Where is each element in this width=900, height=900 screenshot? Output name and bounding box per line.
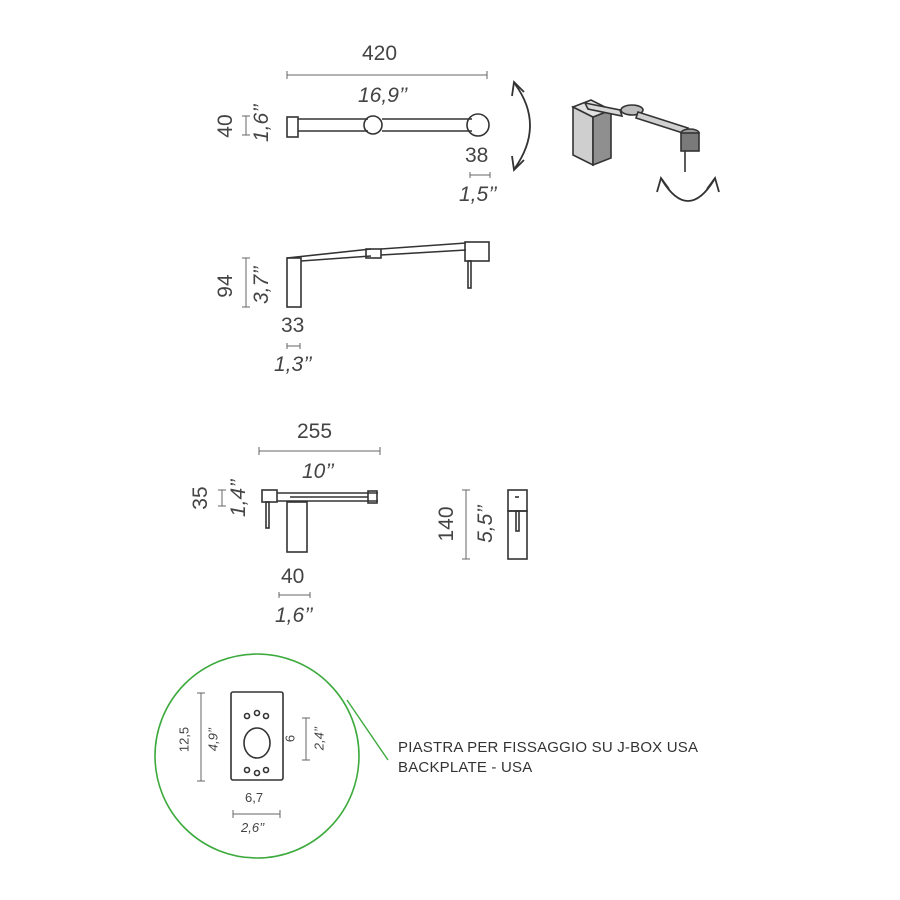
perspective-view-lamp — [573, 100, 699, 172]
folded-view-lamp — [262, 490, 378, 552]
top-width-mm: 420 — [362, 42, 398, 65]
top-height-in: 1,6’’ — [250, 104, 273, 142]
dimension-line-6 — [302, 718, 310, 760]
side-height-mm: 94 — [214, 274, 237, 298]
top-head-in: 1,5’’ — [459, 183, 497, 206]
side-height-in: 3,7’’ — [250, 266, 273, 304]
folded-height-in: 1,4’’ — [227, 479, 250, 517]
rotation-arrow-horizontal-icon — [657, 178, 719, 201]
dimension-line-6-7 — [233, 810, 280, 818]
folded-base-mm: 40 — [281, 565, 305, 588]
side-base-mm: 33 — [281, 314, 305, 337]
backplate-height-in: 4,9’’ — [205, 727, 221, 752]
backplate-note-line2: BACKPLATE - USA — [398, 759, 533, 776]
dimension-line-255 — [259, 447, 380, 455]
dimension-line-33 — [287, 343, 300, 349]
dimension-line-12-5 — [197, 693, 205, 781]
top-height-mm: 40 — [214, 114, 237, 138]
folded-width-in: 10’’ — [302, 460, 334, 483]
folded-height-mm: 35 — [189, 486, 212, 510]
dimension-line-35 — [218, 490, 226, 506]
top-head-mm: 38 — [465, 144, 489, 167]
dimension-line-420 — [287, 71, 487, 79]
dimension-line-38 — [470, 172, 490, 178]
backplate-width-cm: 6,7 — [245, 790, 264, 805]
backplate-hole-cm: 6 — [282, 734, 298, 743]
side-view-lamp — [287, 242, 489, 307]
backplate-plate — [231, 692, 283, 780]
backplate-hole-in: 2,4’’ — [311, 726, 327, 751]
backplate-note-line1: PIASTRA PER FISSAGGIO SU J-BOX USA — [398, 739, 699, 756]
rotation-arrow-vertical-icon — [512, 82, 530, 170]
folded-width-mm: 255 — [297, 420, 333, 443]
dimension-line-40-top — [242, 116, 250, 135]
detail-leader-line — [347, 700, 388, 760]
dimension-line-40-folded — [279, 592, 310, 598]
front-height-mm: 140 — [435, 506, 458, 542]
backplate-width-in: 2,6’’ — [241, 820, 265, 835]
backplate-height-cm: 12,5 — [176, 726, 192, 753]
dimension-line-94 — [242, 258, 250, 307]
side-base-in: 1,3’’ — [274, 353, 312, 376]
top-view-lamp — [287, 114, 489, 137]
folded-base-in: 1,6’’ — [275, 604, 313, 627]
front-view-lamp — [508, 490, 527, 559]
front-height-in: 5,5’’ — [474, 505, 497, 543]
top-width-in: 16,9’’ — [358, 84, 408, 107]
dimension-line-140 — [462, 490, 470, 559]
